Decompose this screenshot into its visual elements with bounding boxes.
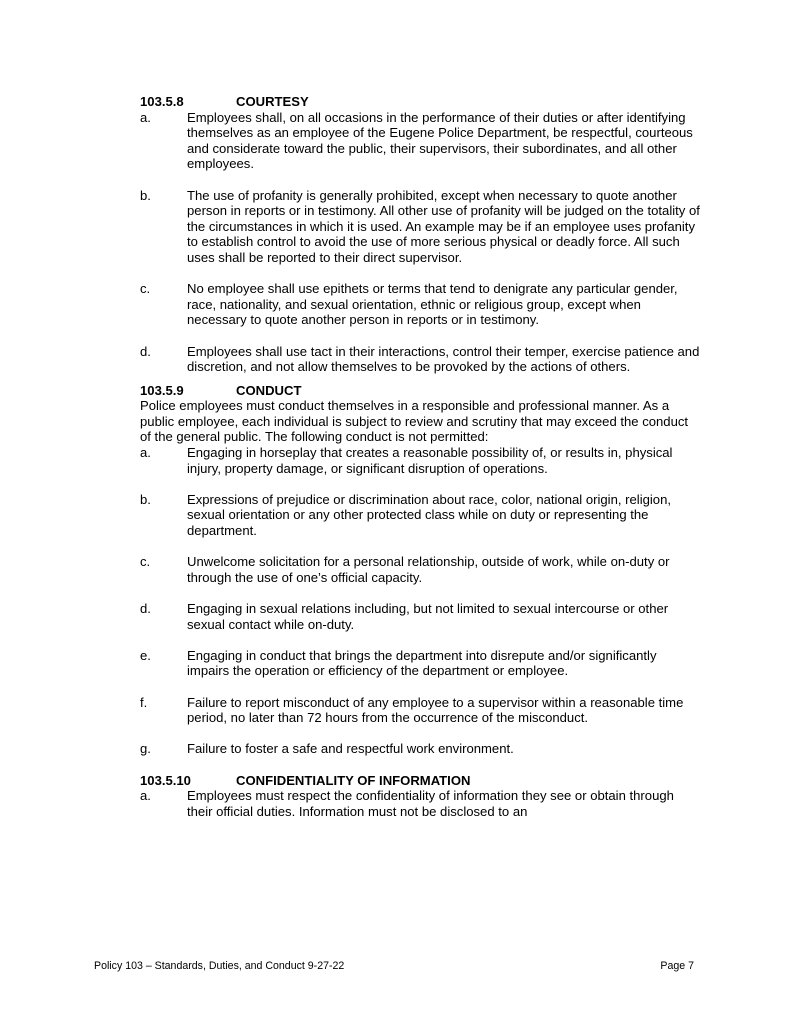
item-letter: a. [140, 445, 151, 461]
list-item [140, 281, 700, 328]
item-text: Employees shall use tact in their interactions, control their temper, exercise patience and discretion, and not allow themselves to be provoked by the actions of others. [187, 343, 700, 375]
section-number: 103.5.10 [140, 772, 191, 788]
section-number: 103.5.8 [140, 94, 184, 109]
list-item [140, 110, 700, 172]
item-text: Engaging in sexual relations including, but not limited to sexual intercourse or other sexual contact while on-duty. [187, 601, 669, 632]
section-title: COURTESY [236, 94, 309, 109]
list-item [140, 188, 700, 266]
list-item [140, 695, 700, 726]
item-text: Engaging in conduct that brings the department into disrepute and/or significantly impairs the operation or efficiency of the department or employee. [187, 647, 657, 679]
list-item [140, 554, 700, 585]
list-item [140, 601, 700, 632]
section-heading-conduct [140, 383, 700, 399]
item-letter: a. [140, 109, 151, 125]
item-text: Engaging in horseplay that creates a reasonable possibility of, or results in, physical injury, property damage, or significant disruption of operations. [187, 445, 673, 476]
item-letter: d. [140, 601, 151, 616]
item-text: Employees shall, on all occasions in the performance of their duties or after identifying themselves as an employee of the Eugene Police Department, be respectful, courteous and considerate toward the public, their supervisors, their subordinates, and all other employees. [187, 109, 693, 172]
section-title: CONDUCT [236, 382, 302, 398]
item-letter: a. [140, 788, 151, 804]
section-title: CONFIDENTIALITY OF INFORMATION [236, 772, 471, 788]
item-text: Failure to report misconduct of any employee to a supervisor within a reasonable time period, no later than 72 hours from the occurrence of the misconduct. [187, 694, 684, 726]
item-letter: b. [140, 187, 151, 203]
item-letter: c. [140, 554, 151, 570]
item-letter: e. [140, 647, 151, 663]
list-item [140, 344, 700, 375]
footer-page-number: Page 7 [660, 960, 694, 972]
item-text: No employee shall use epithets or terms that tend to denigrate any particular gender, race, nationality, and sexual orientation, ethnic or religious group, except when necessary to quote another person in reports or in testimony. [187, 281, 678, 328]
item-letter: f. [140, 694, 148, 710]
item-text: Unwelcome solicitation for a personal relationship, outside of work, while on-duty or through the use of one’s official capacity. [187, 554, 670, 585]
section-heading-confidentiality [140, 773, 700, 789]
page-content [140, 94, 700, 819]
section-number: 103.5.9 [140, 382, 184, 398]
item-letter: b. [140, 491, 151, 507]
list-item [140, 648, 700, 679]
page-footer [94, 960, 694, 972]
item-text: The use of profanity is generally prohibited, except when necessary to quote another person in reports or in testimony. All other use of profanity will be judged on the totality of the circumstances in which it is used. An example may be if an employee uses profanity to establish control to avoid the use of more serious physical or deadly force. All such uses shall be reported to their direct supervisor. [187, 187, 700, 265]
section-heading-courtesy [140, 94, 700, 110]
list-item [140, 741, 700, 757]
section-intro: Police employees must conduct themselves in a responsible and professional manner. As a public employee, each individual is subject to review and scrutiny that may exceed the conduct of the general public. The following conduct is not permitted: [140, 398, 689, 445]
list-item [140, 445, 700, 476]
footer-policy-title: Policy 103 – Standards, Duties, and Conduct 9-27-22 [94, 960, 345, 972]
item-text: Employees must respect the confidentiality of information they see or obtain through their official duties. Information must not be disclosed to an [187, 788, 674, 819]
item-letter: g. [140, 741, 151, 757]
item-letter: d. [140, 343, 151, 359]
item-text: Failure to foster a safe and respectful work environment. [187, 741, 514, 757]
item-text: Expressions of prejudice or discrimination about race, color, national origin, religion, sexual orientation or any other protected class while on duty or representing the department. [187, 491, 671, 539]
item-letter: c. [140, 281, 151, 297]
list-item [140, 492, 700, 539]
list-item [140, 788, 700, 819]
